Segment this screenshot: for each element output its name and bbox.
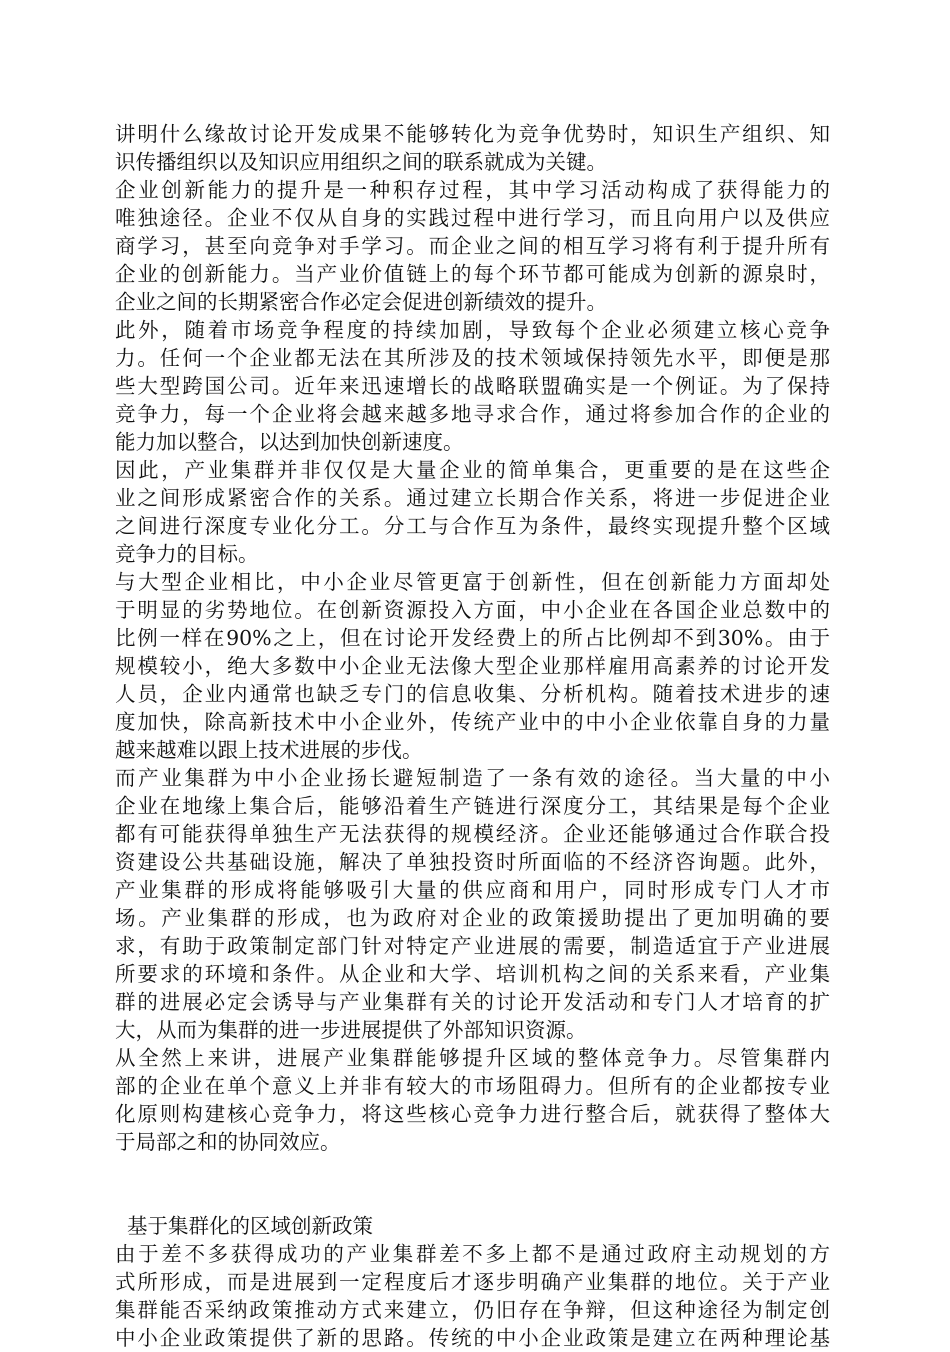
text-line: 集群能否采纳政策推动方式来建立，仍旧存在争辩，但这种途径为制定创 xyxy=(115,1298,830,1322)
paragraph xyxy=(115,764,830,1044)
text-line: 商学习，甚至向竞争对手学习。而企业之间的相互学习将有利于提升所有 xyxy=(115,234,830,258)
text-line: 都有可能获得单独生产无法获得的规模经济。企业还能够通过合作联合投 xyxy=(115,822,830,846)
text-line: 企业在地缘上集合后，能够沿着生产链进行深度分工，其结果是每个企业 xyxy=(115,794,830,818)
text-line: 部的企业在单个意义上并非有较大的市场阻碍力。但所有的企业都按专业 xyxy=(115,1074,830,1098)
text-line: 识传播组织以及知识应用组织之间的联系就成为关键。 xyxy=(115,150,607,174)
text-line: 大，从而为集群的进一步进展提供了外部知识资源。 xyxy=(115,1018,587,1042)
paragraph xyxy=(115,176,830,316)
text-line: 产业集群的形成将能够吸引大量的供应商和用户，同时形成专门人才市 xyxy=(115,878,830,902)
text-line: 群的进展必定会诱导与产业集群有关的讨论开发活动和专门人才培育的扩 xyxy=(115,990,830,1014)
paragraph xyxy=(115,120,830,176)
text-line: 求，有助于政策制定部门针对特定产业进展的需要，制造适宜于产业进展 xyxy=(115,934,830,958)
paragraph xyxy=(115,1240,830,1352)
section-spacer xyxy=(115,1156,830,1212)
text-line: 由于差不多获得成功的产业集群差不多上都不是通过政府主动规划的方 xyxy=(115,1242,830,1266)
text-line: 此外，随着市场竞争程度的持续加剧，导致每个企业必须建立核心竞争 xyxy=(115,318,830,342)
text-line: 业之间形成紧密合作的关系。通过建立长期合作关系，将进一步促进企业 xyxy=(115,486,830,510)
text-line: 于局部之和的协同效应。 xyxy=(115,1130,341,1154)
text-line: 度加快，除高新技术中小企业外，传统产业中的中小企业依靠自身的力量 xyxy=(115,710,830,734)
section-heading: 基于集群化的区域创新政策 xyxy=(127,1214,373,1238)
text-line: 所要求的环境和条件。从企业和大学、培训机构之间的关系来看，产业集 xyxy=(115,962,830,986)
text-line: 场。产业集群的形成，也为政府对企业的政策援助提出了更加明确的要 xyxy=(115,906,830,930)
text-line: 比例一样在90%之上，但在讨论开发经费上的所占比例却不到30%。由于 xyxy=(115,626,830,650)
text-line: 企业创新能力的提升是一种积存过程，其中学习活动构成了获得能力的 xyxy=(115,178,830,202)
text-line: 式所形成，而是进展到一定程度后才逐步明确产业集群的地位。关于产业 xyxy=(115,1270,830,1294)
paragraph xyxy=(115,456,830,568)
text-line: 而产业集群为中小企业扬长避短制造了一条有效的途径。当大量的中小 xyxy=(115,766,830,790)
text-line: 之间进行深度专业化分工。分工与合作互为条件，最终实现提升整个区域 xyxy=(115,514,830,538)
text-line: 于明显的劣势地位。在创新资源投入方面，中小企业在各国企业总数中的 xyxy=(115,598,830,622)
text-line: 越来越难以跟上技术进展的步伐。 xyxy=(115,738,423,762)
text-line: 规模较小，绝大多数中小企业无法像大型企业那样雇用高素养的讨论开发 xyxy=(115,654,830,678)
text-line: 化原则构建核心竞争力，将这些核心竞争力进行整合后，就获得了整体大 xyxy=(115,1102,830,1126)
text-line: 资建设公共基础设施，解决了单独投资时所面临的不经济咨询题。此外， xyxy=(115,850,830,874)
text-line: 与大型企业相比，中小企业尽管更富于创新性，但在创新能力方面却处 xyxy=(115,570,830,594)
text-line: 竞争力，每一个企业将会越来越多地寻求合作，通过将参加合作的企业的 xyxy=(115,402,830,426)
paragraph xyxy=(115,316,830,456)
text-line: 中小企业政策提供了新的思路。传统的中小企业政策是建立在两种理论基 xyxy=(115,1326,830,1350)
paragraph xyxy=(115,1044,830,1156)
text-line: 能力加以整合，以达到加快创新速度。 xyxy=(115,430,464,454)
text-line: 些大型跨国公司。近年来迅速增长的战略联盟确实是一个例证。为了保持 xyxy=(115,374,830,398)
text-line: 唯独途径。企业不仅从自身的实践过程中进行学习，而且向用户以及供应 xyxy=(115,206,830,230)
text-line: 因此，产业集群并非仅仅是大量企业的简单集合，更重要的是在这些企 xyxy=(115,458,830,482)
text-line: 力。任何一个企业都无法在其所涉及的技术领域保持领先水平，即便是那 xyxy=(115,346,830,370)
document-body xyxy=(115,120,830,1352)
text-line: 企业的创新能力。当产业价值链上的每个环节都可能成为创新的源泉时， xyxy=(115,262,830,286)
text-line: 企业之间的长期紧密合作必定会促进创新绩效的提升。 xyxy=(115,290,607,314)
text-line: 从全然上来讲，进展产业集群能够提升区域的整体竞争力。尽管集群内 xyxy=(115,1046,830,1070)
paragraph xyxy=(115,568,830,764)
text-line: 竞争力的目标。 xyxy=(115,542,259,566)
text-line: 人员，企业内通常也缺乏专门的信息收集、分析机构。随着技术进步的速 xyxy=(115,682,830,706)
text-line: 讲明什么缘故讨论开发成果不能够转化为竞争优势时，知识生产组织、知 xyxy=(115,122,830,146)
